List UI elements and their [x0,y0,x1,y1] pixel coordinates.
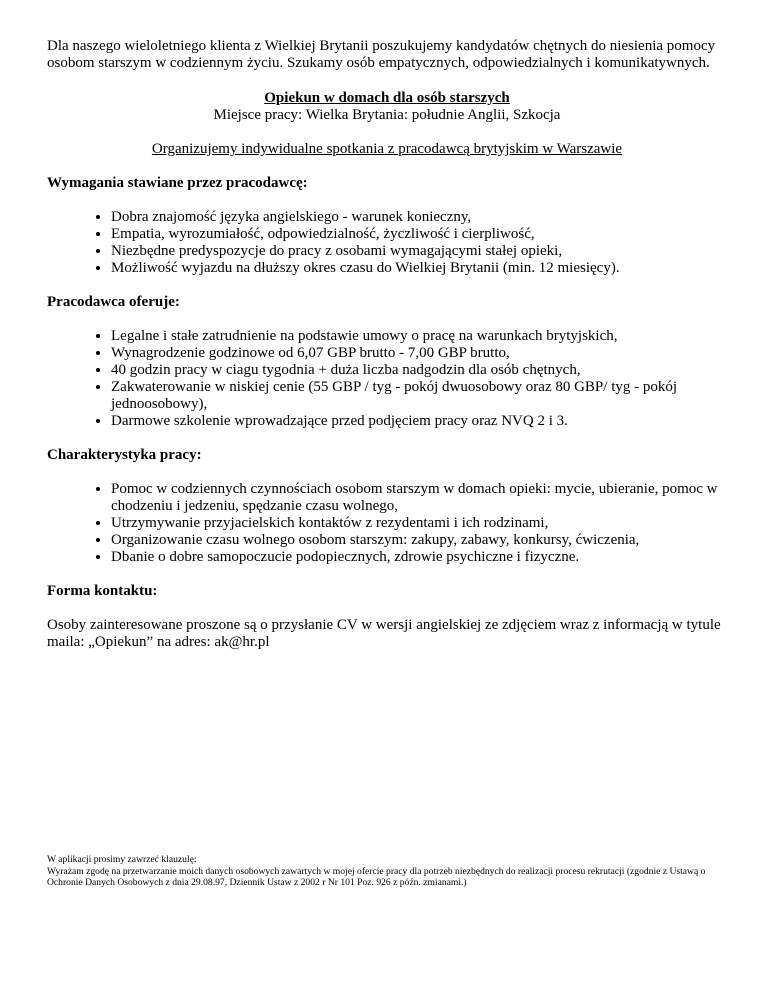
duties-heading: Charakterystyka pracy: [47,447,202,463]
list-item: • Dbanie o dobre samopoczucie podopiecznych, zdrowie psychiczne i fizyczne. [111,549,727,566]
list-item: • Darmowe szkolenie wprowadzające przed podjęciem pracy oraz NVQ 2 i 3. [111,413,727,430]
list-item: • Możliwość wyjazdu na dłuższy okres czasu do Wielkiej Brytanii (min. 12 miesięcy). [111,260,727,277]
list-item: • Utrzymywanie przyjacielskich kontaktów z rezydentami i ich rodzinami, [111,515,727,532]
list-item: • Dobra znajomość języka angielskiego - warunek konieczny, [111,209,727,226]
duties-list [47,481,727,566]
list-item: • Pomoc w codziennych czynnościach osobom starszym w domach opieki: mycie, ubieranie, pomoc w chodzeniu i jedzeniu, spędzanie czasu wolnego, [111,481,727,515]
list-item: • Empatia, wyrozumiałość, odpowiedzialność, życzliwość i cierpliwość, [111,226,727,243]
offer-heading: Pracodawca oferuje: [47,294,180,310]
consent-text: Wyrażam zgodę na przetwarzanie moich danych osobowych zawartych w mojej ofercie pracy dla potrzeb niezbędnych do realizacji procesu rekrutacji (zgodnie z Ustawą o Ochronie Danych Osobowych z dnia 29.08.97, Dziennik Ustaw z 2002 r Nr 101 Poz. 926 z późn. zmianami.) [47,865,706,888]
list-item: • Niezbędne predyspozycje do pracy z osobami wymagającymi stałej opieki, [111,243,727,260]
consent-intro: W aplikacji prosimy zawrzeć klauzulę: [47,854,197,865]
contact-heading: Forma kontaktu: [47,583,158,599]
list-item: • Zakwaterowanie w niskiej cenie (55 GBP / tyg - pokój dwuosobowy oraz 80 GBP/ tyg - pokój jednoosobowy), [111,379,727,413]
list-item: • Organizowanie czasu wolnego osobom starszym: zakupy, zabawy, konkursy, ćwiczenia, [111,532,727,549]
list-item: • Legalne i stałe zatrudnienie na podstawie umowy o pracę na warunkach brytyjskich, [111,328,727,345]
requirements-heading: Wymagania stawiane przez pracodawcę: [47,175,308,191]
job-location: Miejsce pracy: Wielka Brytania: południe Anglii, Szkocja [213,107,561,123]
contact-text: Osoby zainteresowane proszone są o przysłanie CV w wersji angielskiej ze zdjęciem wraz z informacją w tytule maila: „Opiekun” na adres: ak@hr.pl [47,617,721,650]
offer-list [47,328,727,430]
meeting-note: Organizujemy indywidualne spotkania z pracodawcą brytyjskim w Warszawie [151,141,623,157]
intro-paragraph: Dla naszego wieloletniego klienta z Wielkiej Brytanii poszukujemy kandydatów chętnych do niesienia pomocy osobom starszym w codziennym życiu. Szukamy osób empatycznych, odpowiedzialnych i komunikatywnych. [47,38,716,71]
list-item: • 40 godzin pracy w ciagu tygodnia + duża liczba nadgodzin dla osób chętnych, [111,362,727,379]
consent-clause [47,854,727,889]
requirements-list [47,209,727,277]
document-body [47,38,727,651]
list-item: • Wynagrodzenie godzinowe od 6,07 GBP brutto - 7,00 GBP brutto, [111,345,727,362]
job-title: Opiekun w domach dla osób starszych [264,90,510,106]
